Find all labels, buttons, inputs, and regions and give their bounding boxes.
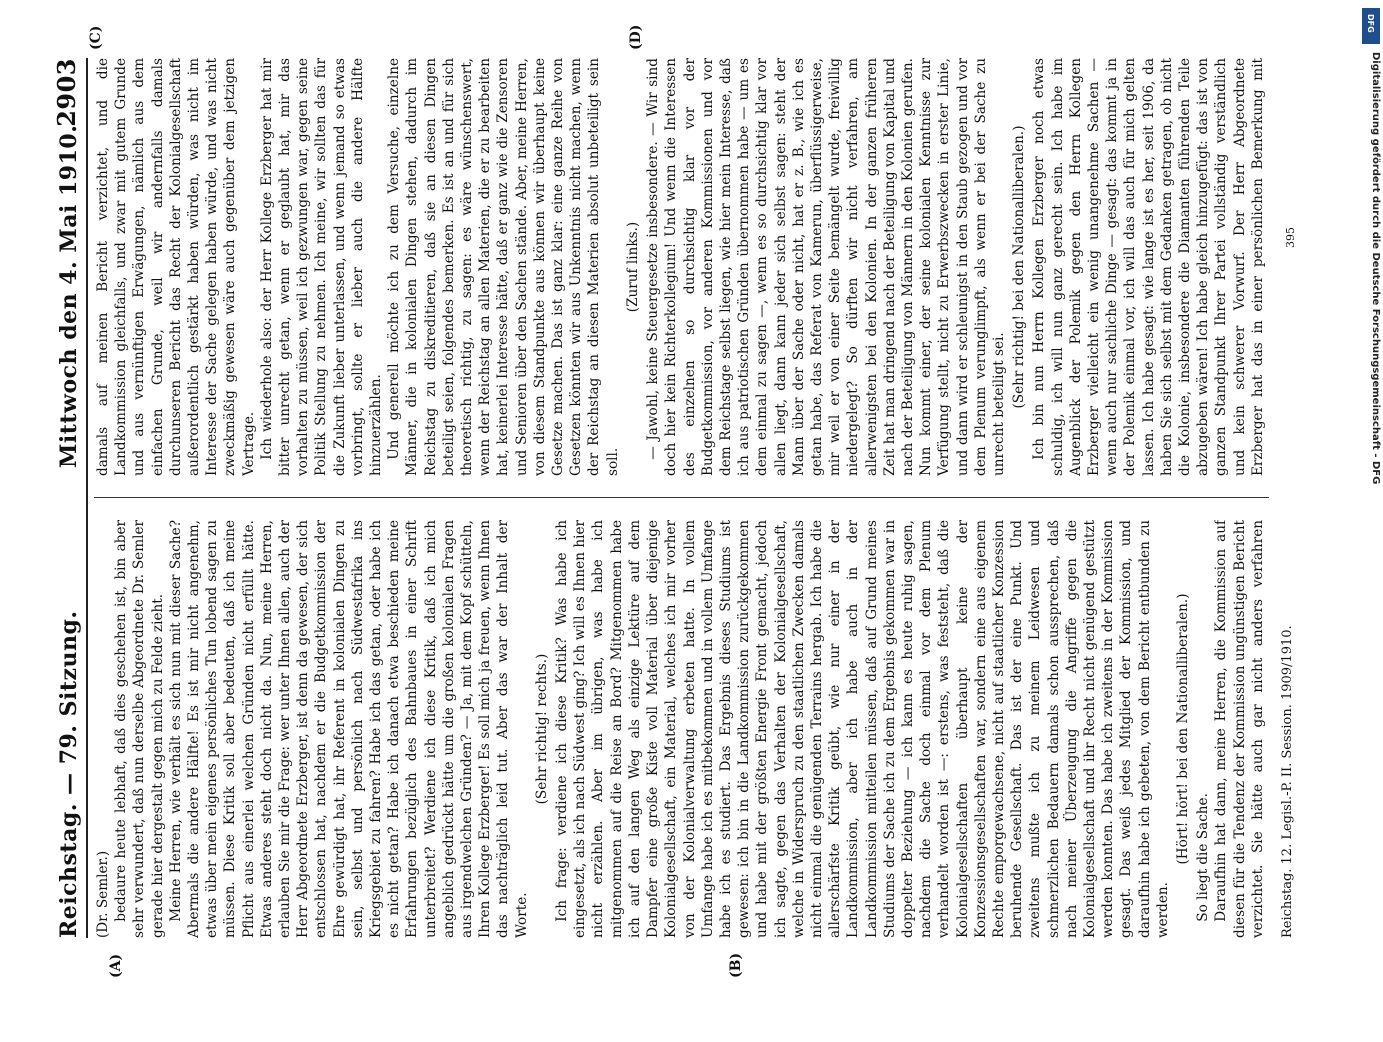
speaker-note: (Dr. Semler.) xyxy=(95,850,111,938)
dfg-logo-text: DFG xyxy=(1366,14,1375,33)
footer-left: Reichstag. 12. Legisl.-P. II. Session. 1909/1910. xyxy=(1280,625,1295,938)
header-rule xyxy=(86,58,88,938)
marker-b: (B) xyxy=(728,952,744,978)
paragraph: Ich wiederhole also: der Herr Kollege Erzberger hat mir bitter unrecht getan, wenn er geglaubt hat, mir das vorhalten zu müssen, weil ich gezwungen war, gegen seine Politik Stellung zu nehmen. Ich meine, wir sollten das für die Zukunft lieber unterlassen, und wenn jemand so etwas vorbringt, sollte er lieber auch die andere Hälfte hinzuerzählen. xyxy=(258,58,385,476)
paragraph: damals auf meinen Bericht verzichtet, und die Landkommission gleichfalls, und zwar mit gutem Grunde und aus vernünftigen Erwägungen, nämlich aus dem einfachen Grunde, weil wir andernfalls damals durchunseren Bericht das Recht der Kolonialgesellschaft außerordentlich gestärkt haben würden, was nicht im Interesse der Sache gelegen haben würde, und was nicht zweckmäßig gewesen wäre auch gegenüber dem jetzigen Vertrage. xyxy=(95,58,257,476)
marker-c: (C) xyxy=(88,25,104,50)
right-column xyxy=(94,58,1269,476)
digitization-note xyxy=(1363,52,1379,1042)
header-left: Reichstag. — 79. Sitzung. xyxy=(56,610,82,938)
paragraph: Meine Herren, wie verhält es sich nun mit dieser Sache? Abermals die andere Hälfte! Es ist mir nicht angenehm, etwas über mein eigenes persönliches Tun lobend sagen zu müssen. Diese Kritik soll aber bedeuten, daß ich meine Pflicht aus einerlei welchen Gründen nicht erfüllt hätte. Etwas anderes steht doch nicht da. Nun, meine Herren, erlauben Sie mir die Frage: wer unter Ihnen allen, auch der Herr Abgeordnete Erzberger, ist denn da gewesen, der sich entschlossen hat, nachdem er die Budgetkommission der Ehre gewürdigt hat, ihr Referent in kolonialen Dingen zu sein, selbst und persönlich nach Südwestafrika ins Kriegsgebiet zu fahren? Habe ich das getan, oder habe ich es nicht getan? Habe ich danach etwa beschieden meine Erfahrungen bezüglich des Bahnbaues in einer Schrift unterbreitet? Werdiene ich diese Kritik, daß ich mich angeblich gedrückt hätte um die großen kolonialen Fragen aus irgendwelchen Gründen? — Ja, mit dem Kopf schütteln, Ihren Kollege Erzberger! Es soll mich ja freuen, wenn Ihnen das nachträglich leid tut. Aber das war der Inhalt der Worte. xyxy=(167,520,530,938)
footer-page-number: 395 xyxy=(1284,227,1297,248)
page-number: 2903 xyxy=(52,58,81,127)
dfg-logo xyxy=(1362,8,1380,44)
header-date: Mittwoch den 4. Mai 1910. xyxy=(56,124,82,468)
paragraph: Und generell möchte ich zu dem Versuche, einzelne Männer, die in kolonialen Dingen stehen, dadurch im Reichstag zu diskreditieren, daß sie an diesen Dingen beteiligt seien, folgendes bemerken. Es ist an und für sich theoretisch richtig, zu sagen: es wäre wünschenswert, wenn der Reichstag an allen Materien, die er zu bearbeiten hat, keinerlei Interesse hätte, daß er ganz wie die Zensoren und Senioren über den Sachen stände. Aber, meine Herren, von diesem Standpunkte aus können wir überhaupt keine Gesetze machen. Das ist ganz klar: eine ganze Reihe von Gesetzen könnten wir aus Unkenntnis nicht machen, wenn der Reichstag an diesen Materien absolut unbeteiligt sein soll. xyxy=(386,58,621,476)
paragraph: — Jawohl, keine Steuergesetze insbesondere. — Wir sind doch hier kein Richterkollegium! Und wenn die Interessen des einzelnen so durchsichtig klar vor der Budgetkommission, vor anderen Kommissionen und vor dem Reichstage selbst liegen, wie hier mein Interesse, daß ich aus patriotischen Gründen übernommen habe — um es dem einmal zu sagen —, wenn es so durchsichtig klar vor allen liegt, dann kann jeder sich selbst sagen: steht der Mann über der Sache oder nicht, hat er z. B., wie ich es getan habe, das Referat von Kamerun, überflüssigerweise, mir weil er von einer Seite bemängelt wurde, freiwillig niedergelegt? So dürften wir nicht verfahren, am allerwenigsten bei den Kolonien. In der ganzen früheren Zeit hat man dringend nach der Beteiligung von Kapital und nach der Beteiligung von Männern in den Kolonien gerufen. Nun kommt einer, der seine kolonialen Kenntnisse zur Verfügung stellt, nicht zu Erwerbszwecken in erster Linie, und dann wird er schleunigst in den Staub gezogen und vor dem Plenum verunglimpft, als wenn er bei der Sache zu unrecht beteiligt sei. xyxy=(645,58,1007,476)
interjection: (Sehr richtig! bei den Nationalliberalen.) xyxy=(1011,125,1028,409)
interjection: (Hört! hört! bei den Nationalliberalen.) xyxy=(1174,593,1191,865)
interjection: (Sehr richtig! rechts.) xyxy=(533,653,550,805)
interjection: (Zuruf links.) xyxy=(624,221,641,313)
digitization-note-text: Digitalisierung gefördert durch die Deutsche Forschungsgemeinschaft - DFG xyxy=(1370,52,1381,485)
marker-d: (D) xyxy=(628,24,644,50)
newspaper-page xyxy=(48,24,1338,978)
marker-a: (A) xyxy=(108,953,124,978)
paragraph: Ich frage: verdiene ich diese Kritik? Was habe ich eingesetzt, als ich nach Südwest ging? Ich will es Ihnen hier nicht erzählen. Aber im übrigen, was habe ich mitgenommen auf die Reise an Bord? Mitgenommen habe ich auf den langen Weg als einzige Lektüre auf dem Dampfer eine große Kiste voll Material über diejenige Kolonialgesellschaft, ein Material, welches ich mir vorher von der Kolonialverwaltung erbeten hatte. In vollem Umfange habe ich es mitbekommen und in vollem Umfange habe ich es studiert. Das Ergebnis dieses Studiums ist gewesen: ich bin in die Landkommission zurückgekommen und habe mit der größten Energie Front gemacht, jedoch ich sagte, gegen das Verhalten der Kolonialgesellschaft, welche in Widerspruch zu den staatlichen Zwecken damals nicht einmal die genügenden Terrains hergab. Ich habe die allerschärfste Kritik geübt, wie nur einer in der Landkommission, aber ich habe auch in der Landkommission mitteilen müssen, daß auf Grund meines Studiums der Sache ich zu dem Ergebnis gekommen war in doppelter Beziehung — ich kann es heute ruhig sagen, nachdem die Sache doch einmal vor dem Plenum verhandelt worden ist —: erstens, was feststeht, daß die Kolonialgesellschaften überhaupt keine der Konzessionsgesellschaften war, sondern eine aus eigenem Rechte emporgewachsene, nicht auf staatlicher Konzession beruhende Gesellschaft. Das ist der eine Punkt. Und zweitens mußte ich zu meinem Leidwesen und schmerzlichen Bedauern damals schon aussprechen, daß nach meiner Überzeugung die Angriffe gegen die Kolonialgesellschaft und ihr Recht nicht genügend gestützt werden konnten. Das habe ich zweitens in der Kommission gesagt. Das weiß jedes Mitglied der Kommission, und daraufhin habe ich gebeten, von dem Bericht entbunden zu werden. xyxy=(554,520,1171,938)
left-column xyxy=(94,520,1269,938)
paragraph: So liegt die Sache. xyxy=(1195,793,1212,922)
page-footer xyxy=(1280,58,1304,938)
paragraph: Daraufhin hat dann, meine Herren, die Kommission auf diesen für die Tendenz der Kommission ungünstigen Bericht verzichtet. Sie hätte auch gar nicht anders verfahren xyxy=(1213,520,1266,938)
paragraph: bedaure heute lebhaft, daß dies geschehen ist, bin aber sehr verwundert, daß nun derselbe Abgeordnete Dr. Semler gerade hier dergestalt gegen mich zu Felde zieht. xyxy=(113,520,166,938)
paragraph: Ich bin nun Herrn Kollegen Erzberger noch etwas schuldig, ich will nun ganz gerecht sein. Ich habe im Augenblick der Polemik gegen den Herrn Kollegen Erzberger vielleicht ein wenig unangenehme Sachen — wenn auch nur sachliche Dinge — gesagt: das kommt ja in der Polemik einmal vor, ich will das auch für mich gelten lassen. Ich habe gesagt: wie lange ist es her, seit 1906, da haben Sie sich selbst mit dem Gedanken getragen, ob nicht die Kolonie, insbesondere die Diamanten führenden Teile abzugeben wären! Ich habe gleich hinzugefügt: das ist von ganzen Standpunkt Ihrer Partei vollständig verständlich und kein schwerer Vorwurf. Der Herr Abgeordnete Erzberger hat das in einer persönlichen Bemerkung mit xyxy=(1031,58,1266,476)
column-divider xyxy=(94,497,1269,498)
page-header xyxy=(48,58,88,938)
